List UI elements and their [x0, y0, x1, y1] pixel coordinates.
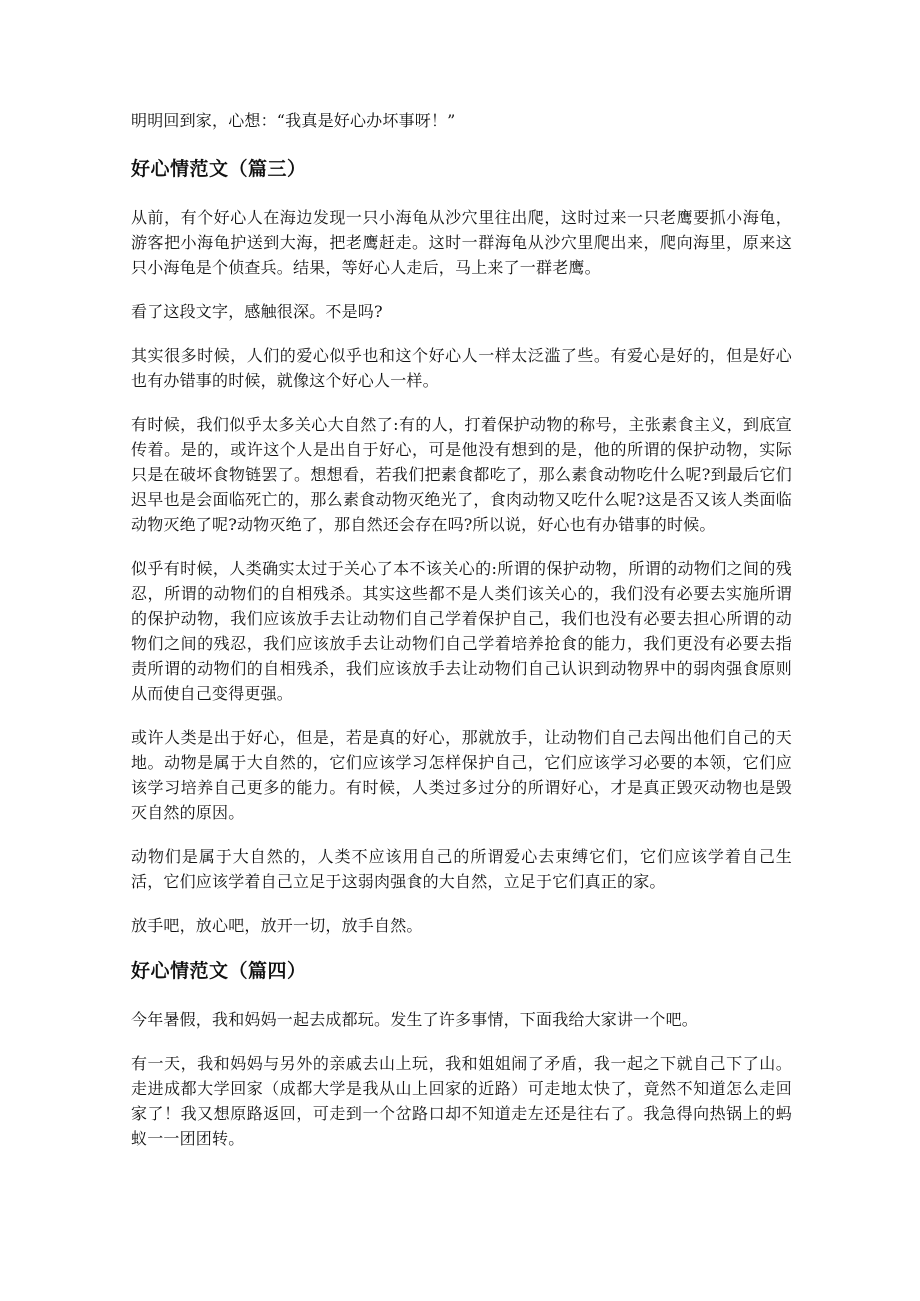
- paragraph-reflection: 看了这段文字，感触很深。不是吗?: [131, 302, 383, 321]
- paragraph-let-animals-learn: 似乎有时候，人类确实太过于关心了本不该关心的:所谓的保护动物，所谓的动物们之间的残忍，所谓的动物们的自相残杀。其实这些都不是人类们该关心的，我们没有必要去实施所谓的保护动物，我们应该放手去让动物们自己学着保护自己，我们也没有必要去担心所谓的动物们之间的残忍，我们应该放手去让动物们自己学着培养抢食的能力，我们更没有必要去指责所谓的动物们的自相残杀，我们应该放手去让动物们自己认识到动物界中的弱肉强食原则从而使自己变得更强。: [131, 559, 792, 703]
- section-heading-part-four: 好心情范文（篇四）: [131, 960, 307, 982]
- paragraph-overflowing-kindness: 其实很多时候，人们的爱心似乎也和这个好心人一样太泛滥了些。有爱心是好的，但是好心也有办错事的时候，就像这个好心人一样。: [131, 346, 792, 390]
- paragraph-lost-on-way-home: 有一天，我和妈妈与另外的亲戚去山上玩，我和姐姐闹了矛盾，我一起之下就自己下了山。走进成都大学回家（成都大学是我从山上回家的近路）可走地太快了，竟然不知道怎么走回家了！我又想原路返回，可走到一个岔路口却不知道走左还是往右了。我急得向热锅上的蚂蚁一一团团转。: [131, 1054, 792, 1148]
- paragraph-animals-belong-nature: 动物们是属于大自然的，人类不应该用自己的所谓爱心去束缚它们，它们应该学着自己生活，它们应该学着自己立足于这弱肉强食的大自然，立足于它们真正的家。: [131, 847, 792, 891]
- paragraph-sea-turtle-story: 从前，有个好心人在海边发现一只小海龟从沙穴里往出爬，这时过来一只老鹰要抓小海龟，游客把小海龟护送到大海，把老鹰赶走。这时一群海龟从沙穴里爬出来，爬向海里，原来这只小海龟是个侦查兵。结果，等好心人走后，马上来了一群老鹰。: [131, 208, 792, 277]
- paragraph-summer-trip: 今年暑假，我和妈妈一起去成都玩。发生了许多事情，下面我给大家讲一个吧。: [131, 1010, 699, 1029]
- section-heading-part-three: 好心情范文（篇三）: [131, 158, 307, 180]
- paragraph-intro-end: 明明回到家，心想：“我真是好心办坏事呀！”: [131, 111, 456, 130]
- paragraph-true-kindness: 或许人类是出于好心，但是，若是真的好心，那就放手，让动物们自己去闯出他们自己的天地。动物是属于大自然的，它们应该学习怎样保护自己，它们应该学习必要的本领，它们应该学习培养自己更多的能力。有时候，人类过多过分的所谓好心，才是真正毁灭动物也是毁灭自然的原因。: [131, 728, 792, 822]
- paragraph-caring-nature: 有时候，我们似乎太多关心大自然了:有的人，打着保护动物的称号，主张素食主义，到底宣传着。是的，或许这个人是出自于好心，可是他没有想到的是，他的所谓的保护动物，实际只是在破坏食物链罢了。想想看，若我们把素食都吃了，那么素食动物吃什么呢?到最后它们迟早也是会面临死亡的，那么素食动物灭绝光了，食肉动物又吃什么呢?这是否又该人类面临动物灭绝了呢?动物灭绝了，那自然还会存在吗?所以说，好心也有办错事的时候。: [131, 415, 792, 534]
- paragraph-let-go: 放手吧，放心吧，放开一切，放手自然。: [131, 916, 423, 935]
